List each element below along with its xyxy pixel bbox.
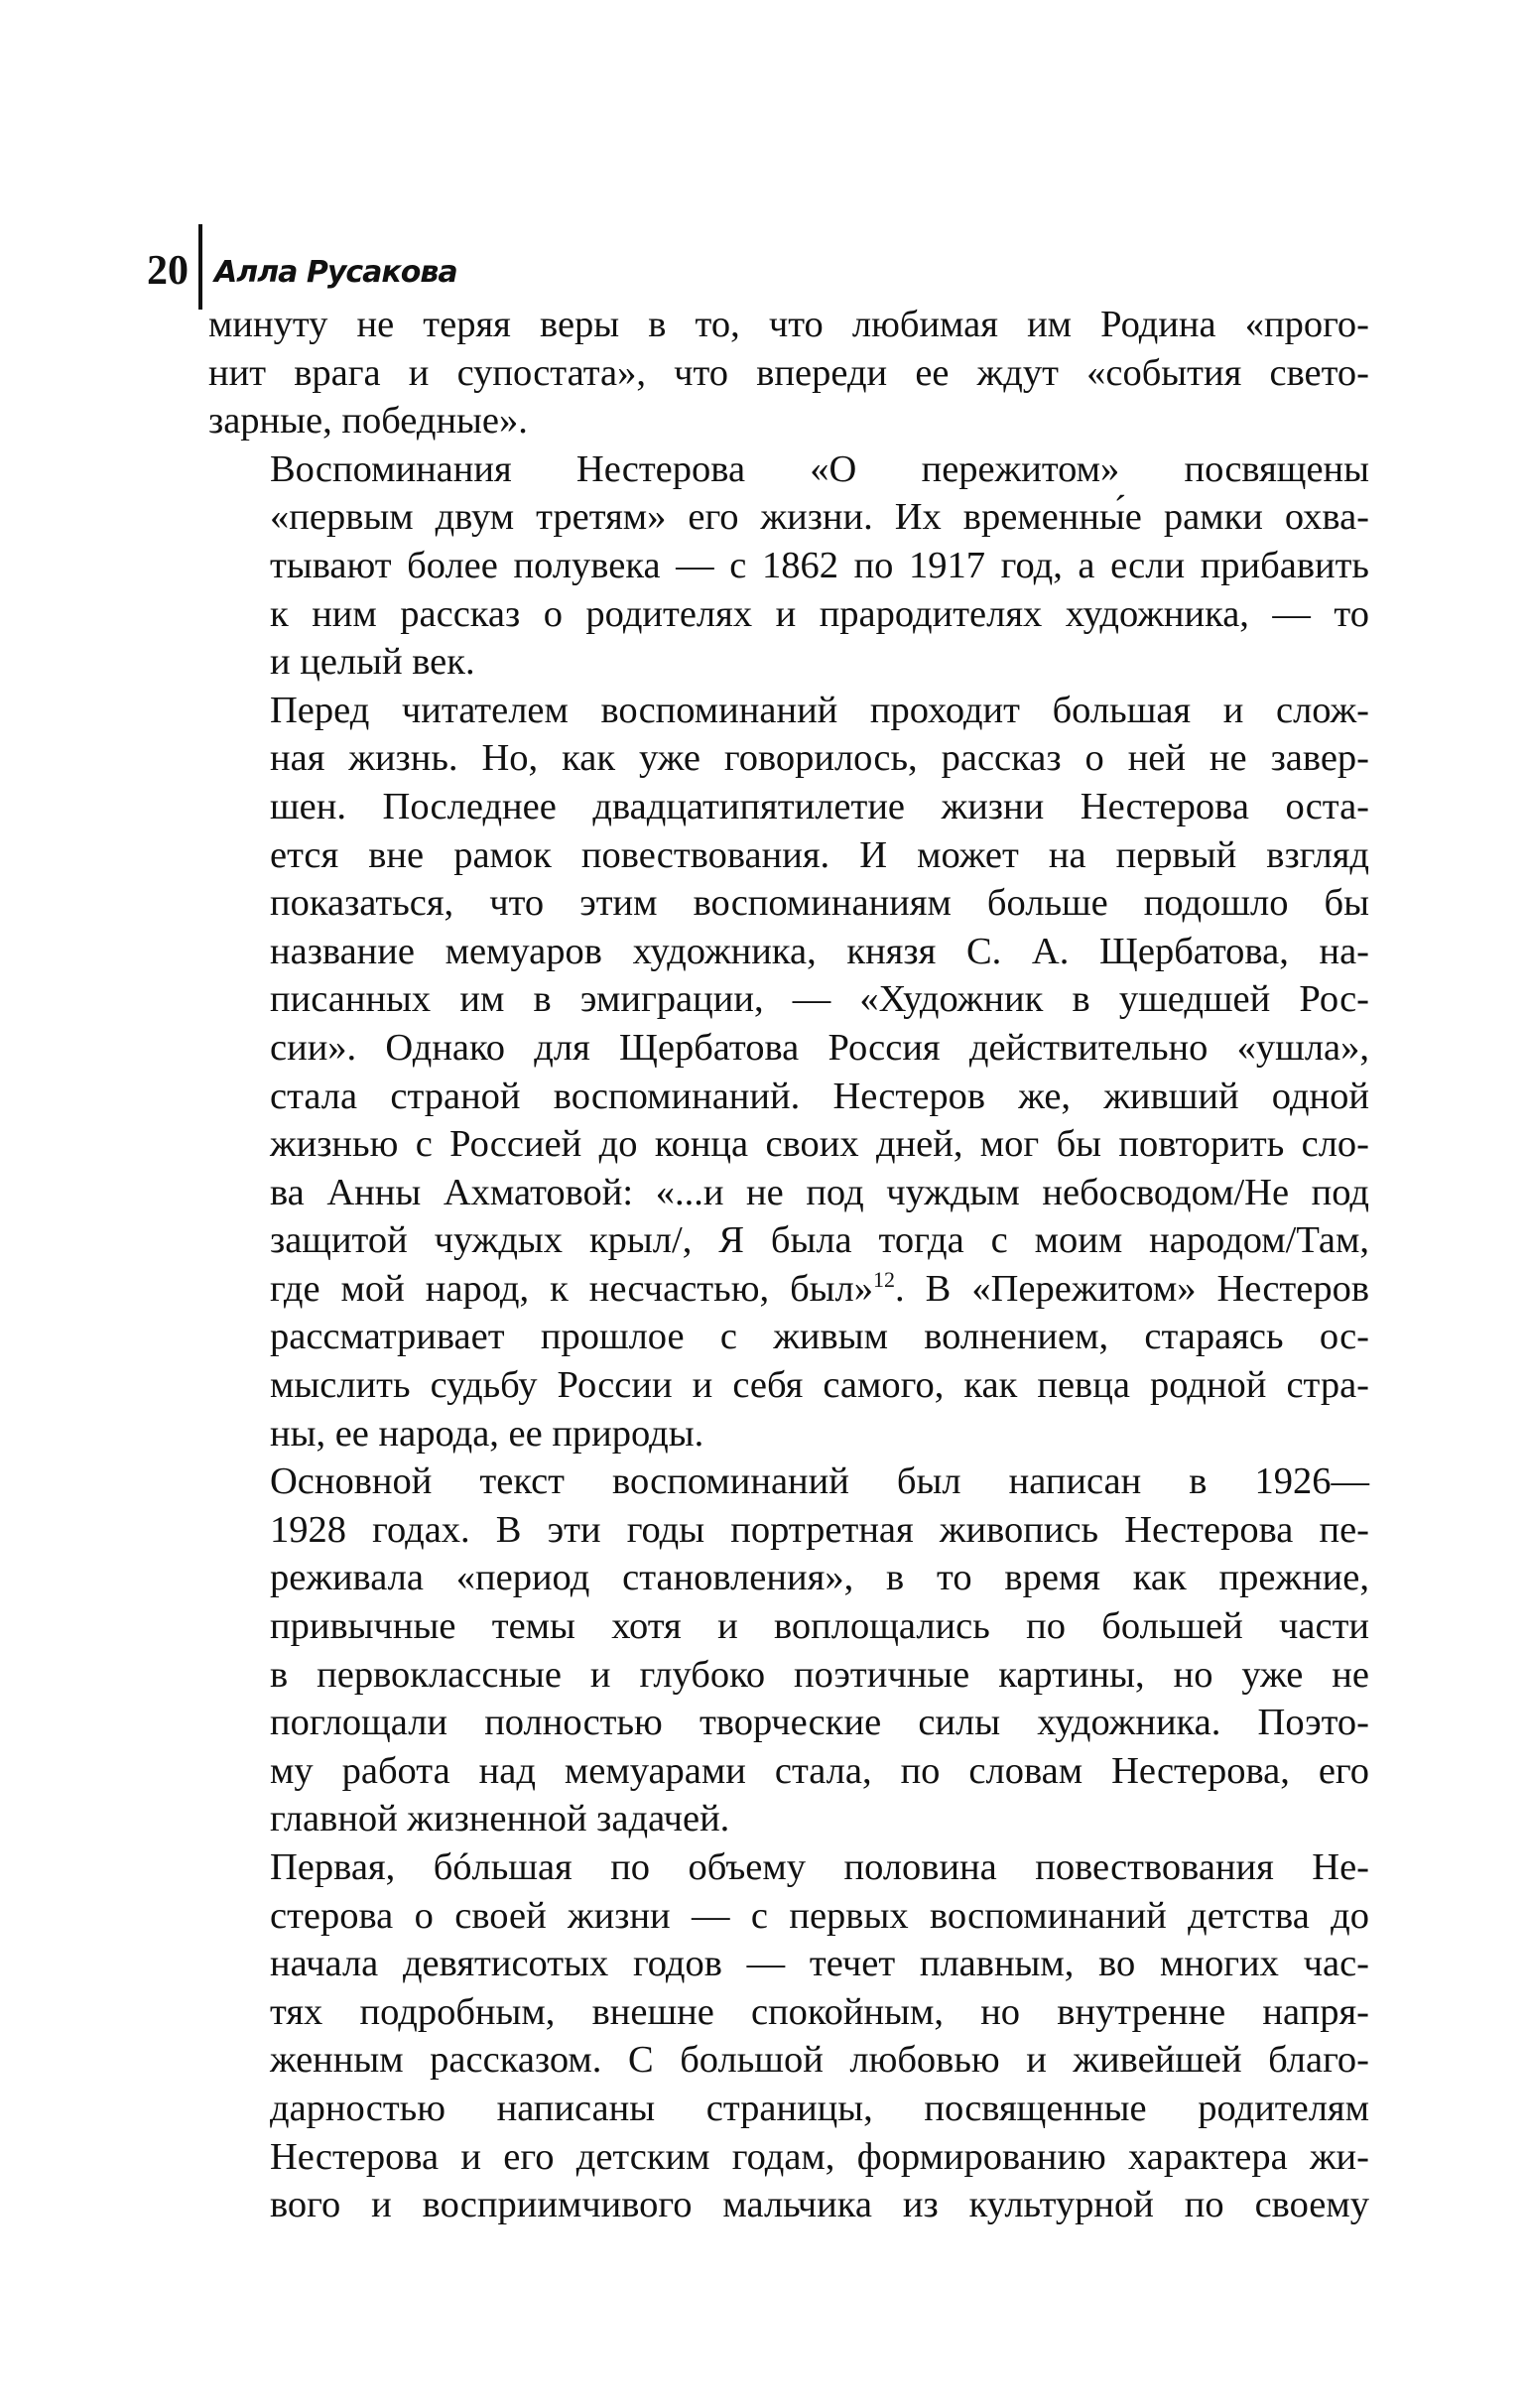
text-line: Основной текст воспоминаний был написан в 1926— (270, 1460, 1369, 1503)
text-line: название мемуаров художника, князя С. А. Щербатова, на- (270, 930, 1369, 972)
text-line: привычные темы хотя и воплощались по большей части (270, 1605, 1369, 1648)
text-line-with-footnote (208, 1265, 1369, 1314)
text-line: стерова о своей жизни — с первых воспоминаний детства до (270, 1894, 1369, 1937)
text-line: Воспоминания Нестерова «О пережитом» посвящены (270, 447, 1369, 490)
text-line: рассматривает прошлое с живым волнением, стараясь ос- (270, 1316, 1369, 1358)
text-line: вого и восприимчивого мальчика из культурной по своему (270, 2184, 1369, 2226)
text-line: женным рассказом. С большой любовью и живейшей благо- (270, 2039, 1369, 2082)
paragraph (208, 1843, 1369, 2229)
text-line: ны, ее народа, ее природы. (270, 1412, 704, 1455)
text-line: защитой чуждых крыл/, Я была тогда с моим народом/Там, (270, 1219, 1369, 1262)
text-line: стала страной воспоминаний. Нестеров же, живший одной (270, 1075, 1369, 1117)
text-line: Первая, бóльшая по объему половина повествования Не- (270, 1846, 1369, 1888)
text-fragment: где мой народ, к несчастью, был» (270, 1267, 874, 1310)
text-line: нит врага и супостата», что впереди ее ждут «события свето- (208, 351, 1369, 394)
text-line: сии». Однако для Щербатова Россия действительно «ушла», (270, 1026, 1369, 1069)
footnote-reference[interactable]: 12 (873, 1267, 896, 1293)
text-line: реживала «период становления», в то время как прежние, (270, 1557, 1369, 1599)
text-line: в первоклассные и глубоко поэтичные картины, но уже не (270, 1653, 1369, 1696)
text-line: главной жизненной задачей. (270, 1798, 730, 1840)
running-head-author: Алла Русакова (214, 255, 457, 290)
text-line: 1928 годах. В эти годы портретная живопись Нестерова пе- (270, 1508, 1369, 1551)
text-line: тывают более полувека — с 1862 по 1917 год, а если прибавить (270, 544, 1369, 586)
paragraph (208, 301, 1369, 445)
text-line: «первым двум третям» его жизни. Их временны́е рамки охва- (270, 496, 1369, 539)
paragraph (208, 1457, 1369, 1843)
text-line: мыслить судьбу России и себя самого, как певца родной стра- (270, 1364, 1369, 1407)
text-line: ная жизнь. Но, как уже говорилось, рассказ о ней не завер- (270, 737, 1369, 780)
paragraph (208, 687, 1369, 1458)
text-line: зарные, победные». (208, 400, 528, 443)
text-fragment: . В «Пережитом» Нестеров (895, 1267, 1370, 1310)
text-line: начала девятисотых годов — течет плавным, во многих час- (270, 1943, 1369, 1985)
text-line: писанных им в эмиграции, — «Художник в ушедшей Рос- (270, 978, 1369, 1021)
text-line: ется вне рамок повествования. И может на первый взгляд (270, 833, 1369, 876)
text-line: к ним рассказ о родителях и прародителях художника, — то (270, 592, 1369, 635)
text-line: и целый век. (270, 641, 475, 684)
header-divider (198, 224, 202, 310)
text-line: му работа над мемуарами стала, по словам Нестерова, его (270, 1749, 1369, 1792)
text-line: тях подробным, внешне спокойным, но внутренне напря- (270, 1990, 1369, 2033)
page-header (147, 216, 457, 296)
body-text (208, 301, 1369, 2229)
text-line: Перед читателем воспоминаний проходит большая и слож- (270, 689, 1369, 731)
text-line: показаться, что этим воспоминаниям больше подошло бы (270, 882, 1369, 925)
text-line: шен. Последнее двадцатипятилетие жизни Нестерова оста- (270, 785, 1369, 827)
text-line: минуту не теряя веры в то, что любимая им Родина «прого- (208, 304, 1369, 345)
text-line: дарностью написаны страницы, посвященные родителям (270, 2087, 1369, 2129)
text-line: Нестерова и его детским годам, формированию характера жи- (270, 2135, 1369, 2178)
text-line: жизнью с Россией до конца своих дней, мог бы повторить сло- (270, 1123, 1369, 1166)
paragraph (208, 445, 1369, 687)
text-line: поглощали полностью творческие силы художника. Поэто- (270, 1702, 1369, 1744)
page-number: 20 (147, 248, 189, 294)
text-line: ва Анны Ахматовой: «...и не под чуждым небосводом/Не под (270, 1171, 1369, 1213)
